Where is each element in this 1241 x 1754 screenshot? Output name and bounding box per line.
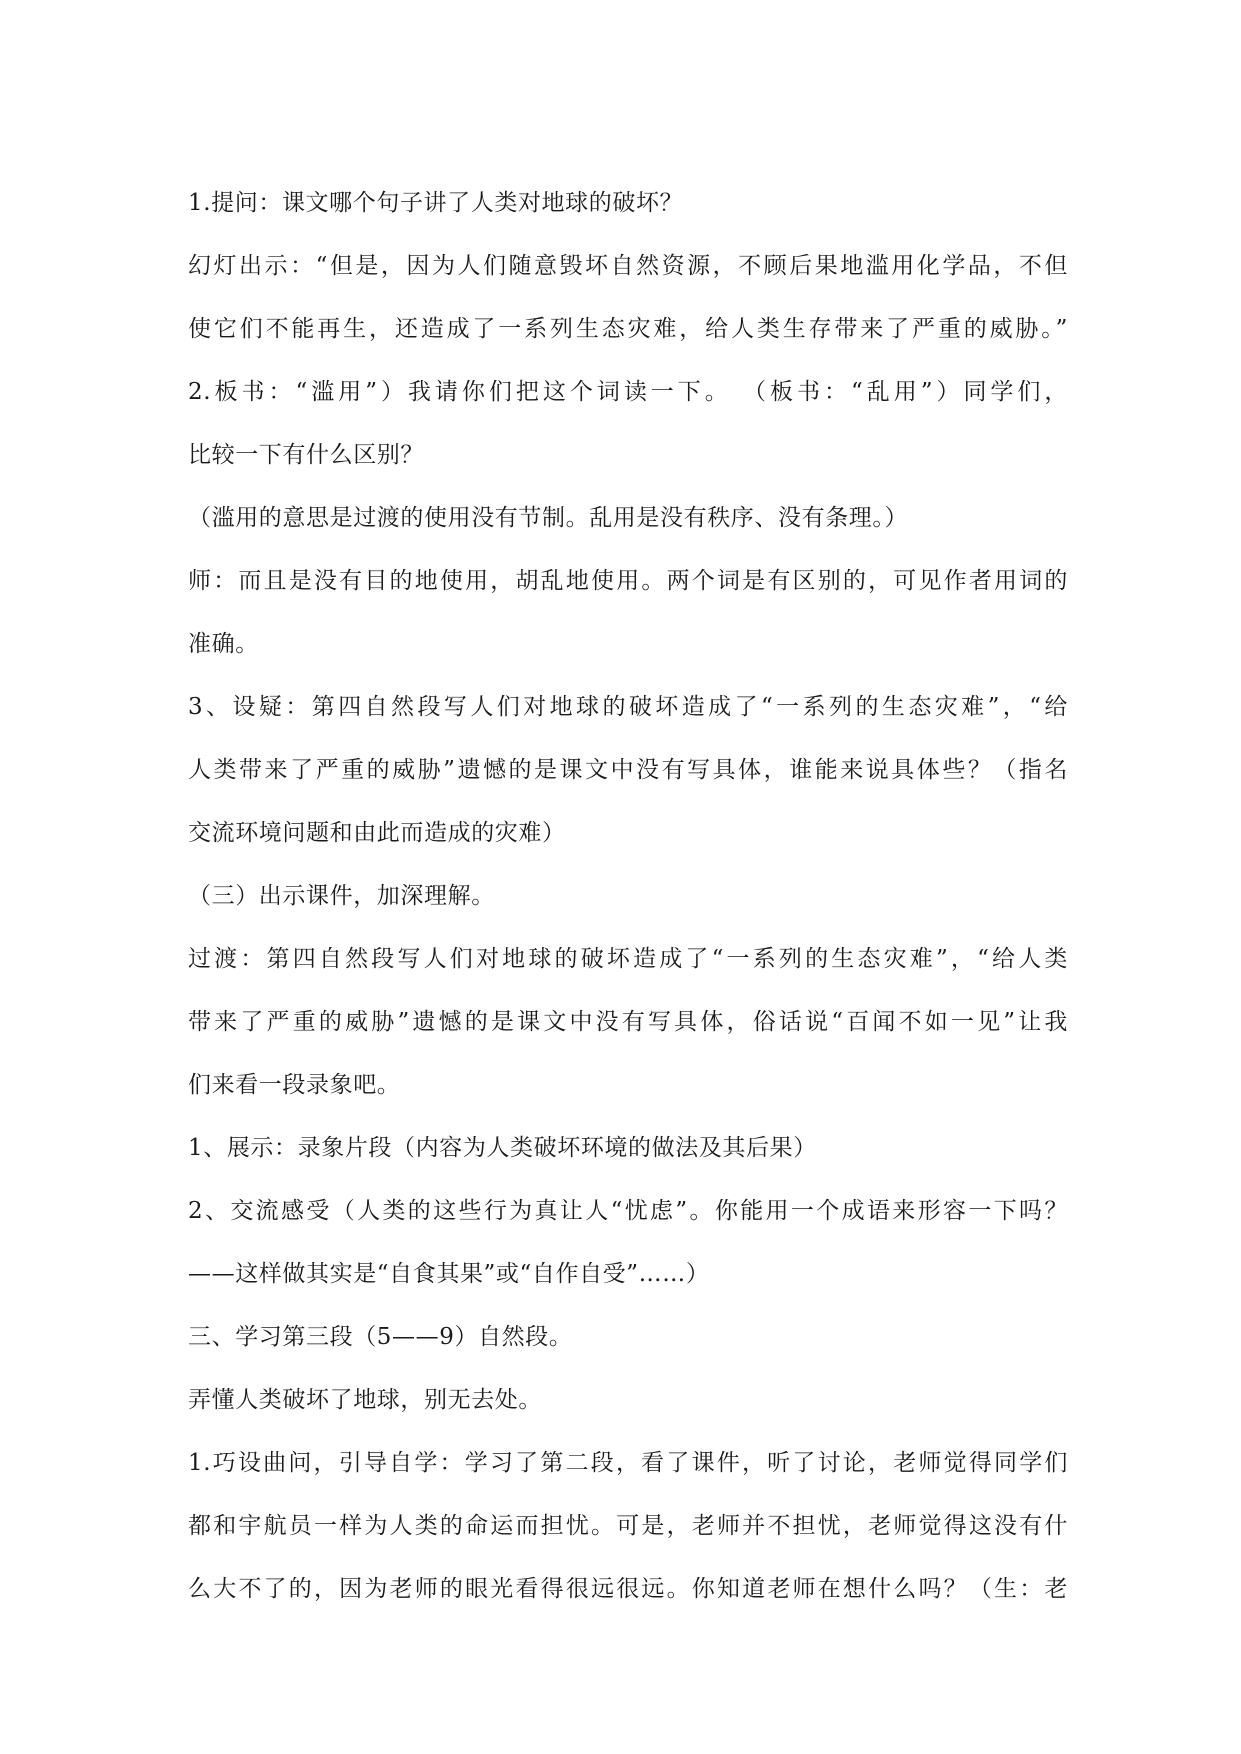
text-line: 3、设疑：第四自然段写人们对地球的破坏造成了“一系列的生态灾难”，“给 (188, 694, 1068, 720)
text-line: 都和宇航员一样为人类的命运而担忧。可是，老师并不担忧，老师觉得这没有什 (188, 1513, 1068, 1539)
text-line: 1.巧设曲问，引导自学：学习了第二段，看了课件，听了讨论，老师觉得同学们 (188, 1450, 1068, 1476)
text-line: 弄懂人类破坏了地球，别无去处。 (188, 1387, 542, 1413)
text-line: ——这样做其实是“自食其果”或“自作自受”……） (188, 1261, 710, 1287)
text-line: （三）出示课件，加深理解。 (188, 883, 495, 909)
text-line: 么大不了的，因为老师的眼光看得很远很远。你知道老师在想什么吗？（生：老 (188, 1576, 1068, 1602)
text-line: 1.提问：课文哪个句子讲了人类对地球的破坏？ (188, 190, 684, 216)
text-line: 带来了严重的威胁”遗憾的是课文中没有写具体，俗话说“百闻不如一见”让我 (188, 1009, 1068, 1035)
text-line: 师：而且是没有目的地使用，胡乱地使用。两个词是有区别的，可见作者用词的 (188, 568, 1068, 594)
text-line: 们来看一段录象吧。 (188, 1072, 401, 1098)
text-line: （滥用的意思是过渡的使用没有节制。乱用是没有秩序、没有条理。） (188, 505, 909, 531)
text-line: 2.板书：“滥用”）我请你们把这个词读一下。 （板书：“乱用”）同学们， (188, 379, 1068, 405)
text-line: 比较一下有什么区别？ (188, 442, 424, 468)
text-line: 幻灯出示：“但是，因为人们随意毁坏自然资源，不顾后果地滥用化学品，不但 (188, 253, 1068, 279)
text-line: 使它们不能再生，还造成了一系列生态灾难，给人类生存带来了严重的威胁。” (188, 316, 1068, 342)
text-line: 准确。 (188, 631, 259, 657)
text-line: 1、展示：录象片段（内容为人类破坏环境的做法及其后果） (188, 1135, 817, 1161)
document-body (188, 172, 1068, 1621)
text-line: 三、学习第三段（5——9）自然段。 (188, 1324, 573, 1350)
text-line: 过渡：第四自然段写人们对地球的破坏造成了“一系列的生态灾难”，“给人类 (188, 946, 1068, 972)
text-line: 人类带来了严重的威胁”遗憾的是课文中没有写具体，谁能来说具体些？（指名 (188, 757, 1068, 783)
text-line: 2、交流感受（人类的这些行为真让人“忧虑”。你能用一个成语来形容一下吗？ (188, 1198, 1068, 1224)
text-line: 交流环境问题和由此而造成的灾难） (188, 820, 566, 846)
